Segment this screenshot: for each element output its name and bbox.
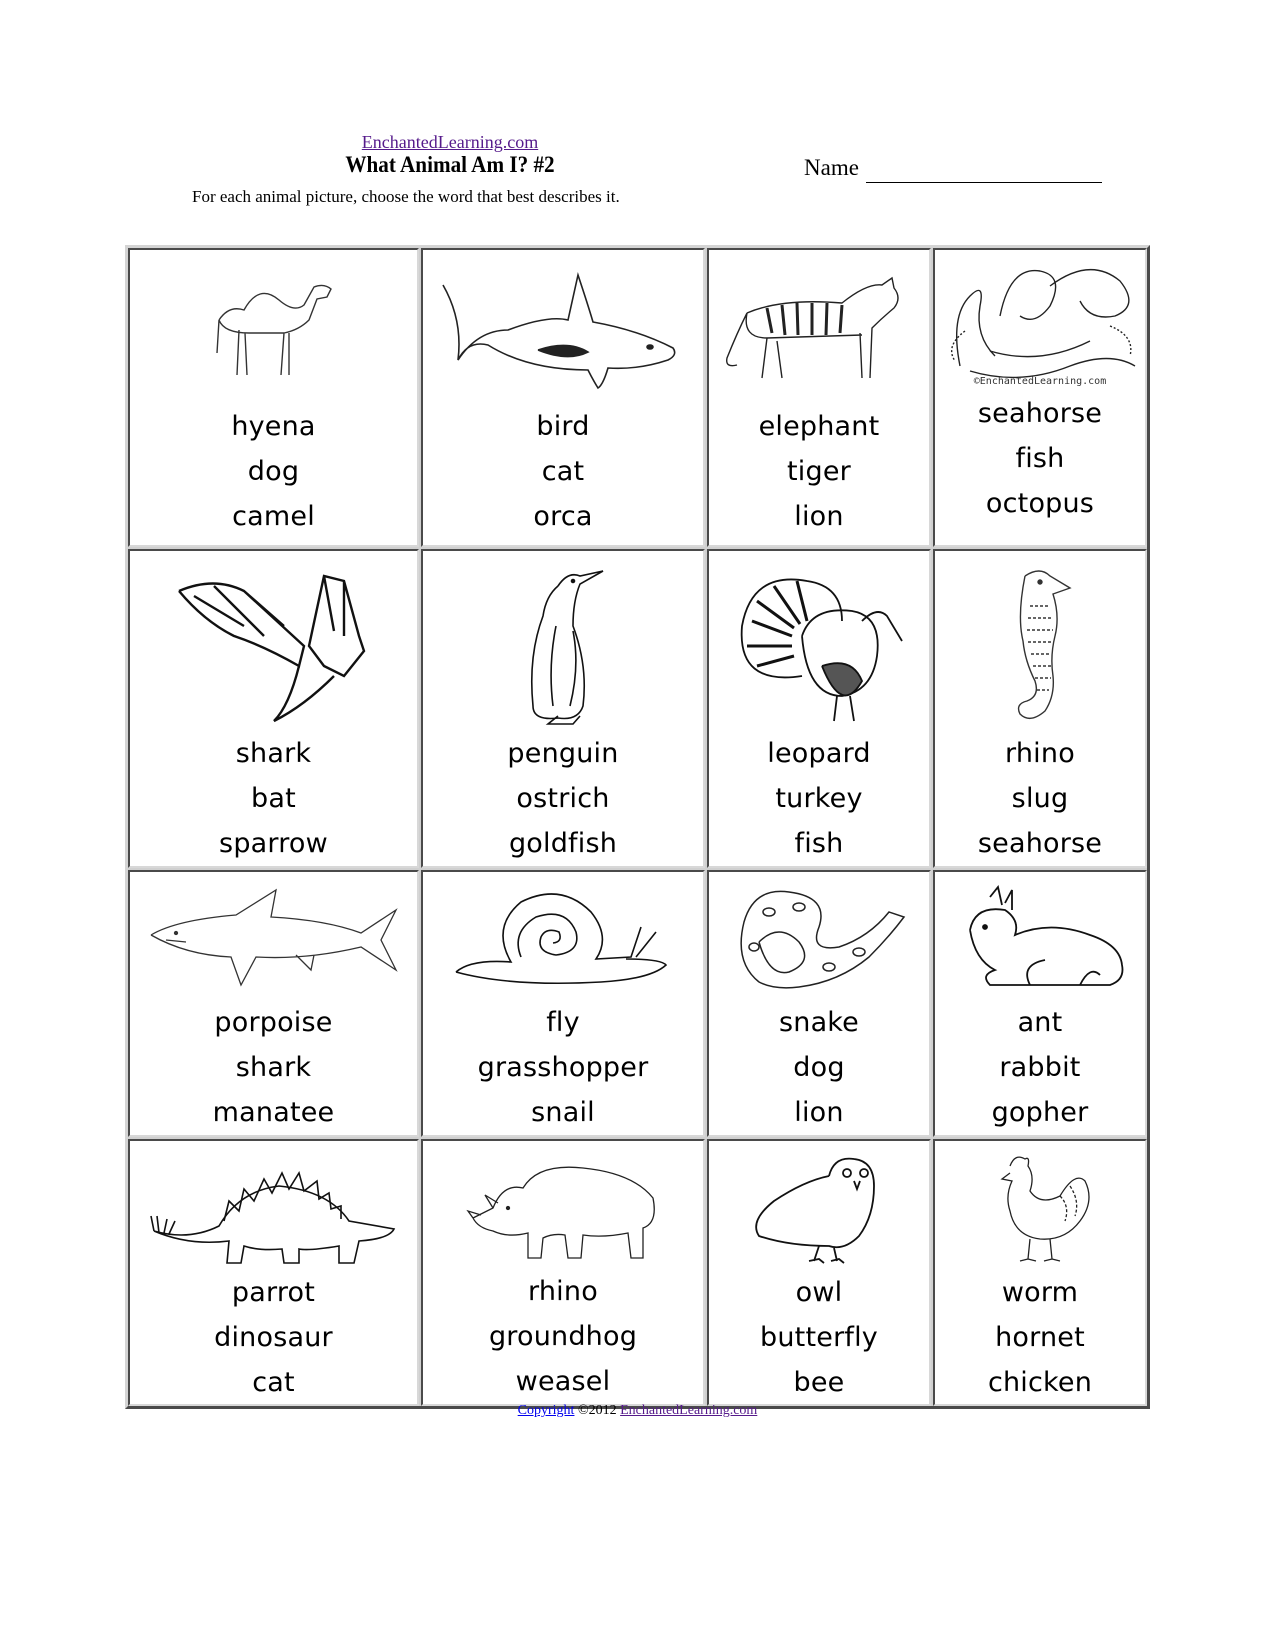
grid-cell-turkey (707, 549, 931, 868)
snake-icon (709, 878, 929, 996)
choice-word[interactable]: fly (546, 1007, 580, 1038)
choice-word[interactable]: manatee (212, 1097, 335, 1128)
choice-word[interactable]: snake (778, 1007, 859, 1038)
choice-word[interactable]: gopher (991, 1097, 1089, 1128)
grid-cell-camel (128, 248, 419, 547)
site-link[interactable]: EnchantedLearning.com (361, 132, 539, 152)
choice-word[interactable]: bat (251, 783, 296, 814)
choice-word[interactable]: rhino (1005, 738, 1075, 769)
choice-word[interactable]: octopus (985, 488, 1095, 519)
choice-word[interactable]: dog (793, 1052, 845, 1083)
page-title: What Animal Am I? #2 (345, 152, 555, 177)
grid-cell-dinosaur (128, 1139, 419, 1406)
copyright-year: ©2012 (577, 1403, 617, 1418)
choice-word[interactable]: porpoise (214, 1007, 333, 1038)
chicken-icon (935, 1151, 1145, 1266)
watermark: ©EnchantedLearning.com (973, 376, 1107, 387)
choice-word[interactable]: worm (1001, 1277, 1079, 1308)
choice-word[interactable]: ostrich (516, 783, 610, 814)
choice-word[interactable]: elephant (758, 411, 880, 442)
choice-word[interactable]: leopard (767, 738, 871, 769)
choice-word[interactable]: butterfly (760, 1322, 878, 1353)
choice-word[interactable]: parrot (231, 1277, 316, 1308)
tiger-icon (709, 260, 929, 400)
choice-word[interactable]: cat (252, 1367, 295, 1398)
grid-cell-snake (707, 870, 931, 1137)
grid-cell-bat (128, 549, 419, 868)
grid-cell-tiger (707, 248, 931, 547)
choice-word[interactable]: penguin (507, 738, 619, 769)
owl-icon (709, 1151, 929, 1266)
choice-word[interactable]: lion (794, 1097, 844, 1128)
grid-cell-seahorse (933, 549, 1147, 868)
choice-word[interactable]: chicken (987, 1367, 1093, 1398)
octopus-icon (935, 254, 1145, 382)
shark-icon (130, 878, 417, 996)
rhino-icon (423, 1151, 703, 1265)
choice-word[interactable]: grasshopper (477, 1052, 649, 1083)
choice-word[interactable]: slug (1011, 783, 1069, 814)
choice-word[interactable]: fish (1015, 443, 1065, 474)
grid-cell-snail (421, 870, 705, 1137)
choice-word[interactable]: camel (232, 501, 315, 532)
snail-icon (423, 878, 703, 996)
name-field-line[interactable] (866, 182, 1102, 183)
bat-icon (130, 565, 417, 727)
grid-cell-penguin (421, 549, 705, 868)
choice-word[interactable]: goldfish (508, 828, 618, 859)
footer-site-link[interactable]: EnchantedLearning.com (620, 1403, 758, 1418)
choice-word[interactable]: hyena (231, 411, 316, 442)
choice-word[interactable]: lion (794, 501, 844, 532)
dinosaur-icon (130, 1151, 417, 1266)
footer-copyright (0, 1403, 1275, 1419)
choice-word[interactable]: hornet (995, 1322, 1085, 1353)
rabbit-icon (935, 878, 1145, 996)
seahorse-icon (935, 565, 1145, 727)
copyright-link[interactable]: Copyright (517, 1403, 575, 1418)
grid-cell-owl (707, 1139, 931, 1406)
choice-word[interactable]: orca (533, 501, 593, 532)
choice-word[interactable]: turkey (775, 783, 863, 814)
grid-cell-shark (128, 870, 419, 1137)
grid-cell-orca (421, 248, 705, 547)
choice-word[interactable]: rabbit (999, 1052, 1081, 1083)
choice-word[interactable]: sparrow (219, 828, 328, 859)
choice-word[interactable]: cat (541, 456, 585, 487)
animal-grid (125, 245, 1150, 1409)
choice-word[interactable]: tiger (787, 456, 851, 487)
grid-cell-rhino (421, 1139, 705, 1406)
choice-word[interactable]: bird (536, 411, 590, 442)
choice-word[interactable]: fish (794, 828, 844, 859)
instructions: For each animal picture, choose the word that best describes it. (192, 187, 620, 206)
grid-cell-chicken (933, 1139, 1147, 1406)
choice-word[interactable]: shark (235, 738, 312, 769)
choice-word[interactable]: owl (795, 1277, 843, 1308)
camel-icon (130, 260, 417, 400)
choice-word[interactable]: groundhog (488, 1321, 638, 1352)
choice-word[interactable]: dog (247, 456, 300, 487)
choice-word[interactable]: snail (531, 1097, 595, 1128)
choice-word[interactable]: weasel (515, 1366, 611, 1397)
choice-word[interactable]: seahorse (977, 828, 1103, 859)
penguin-icon (423, 565, 703, 727)
orca-icon (423, 260, 703, 400)
choice-word[interactable]: rhino (528, 1276, 598, 1307)
choice-word[interactable]: ant (1017, 1007, 1063, 1038)
choice-word[interactable]: bee (793, 1367, 845, 1398)
grid-cell-octopus (933, 248, 1147, 547)
choice-word[interactable]: seahorse (977, 398, 1103, 429)
choice-word[interactable]: shark (235, 1052, 312, 1083)
choice-word[interactable]: dinosaur (214, 1322, 333, 1353)
turkey-icon (709, 565, 929, 727)
grid-cell-rabbit (933, 870, 1147, 1137)
name-label: Name (804, 155, 859, 180)
